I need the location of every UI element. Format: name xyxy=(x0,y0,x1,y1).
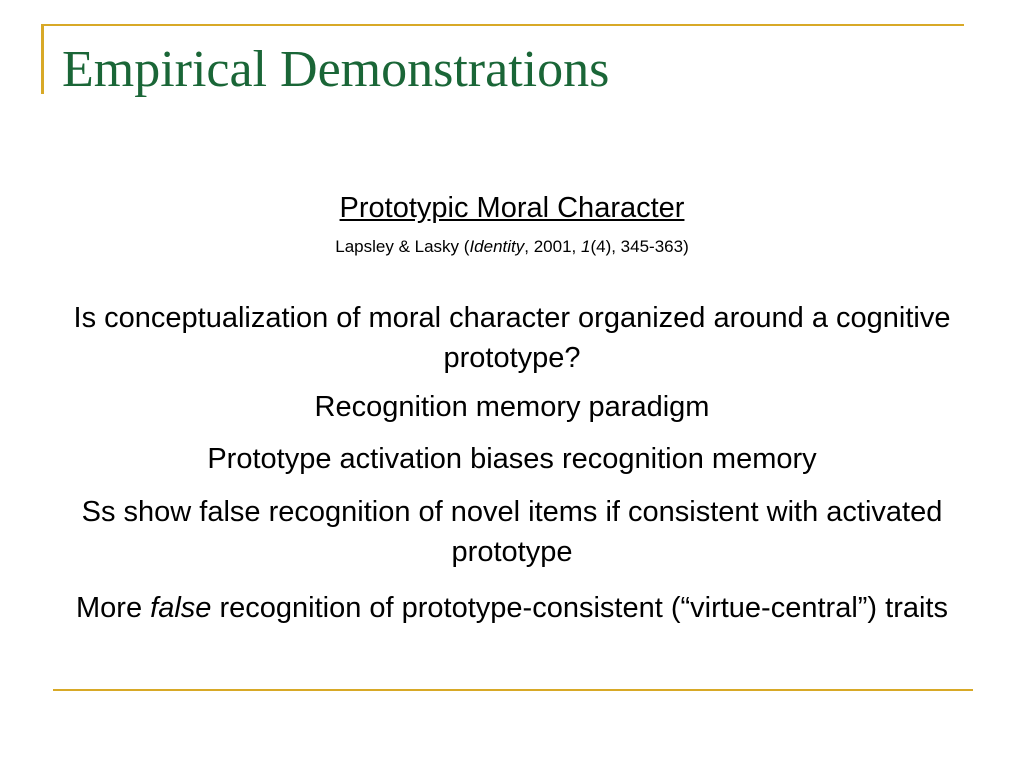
frame-top-rule xyxy=(41,24,964,26)
slide-title: Empirical Demonstrations xyxy=(62,41,610,98)
citation-authors: Lapsley & Lasky ( xyxy=(335,237,470,256)
citation-year: , 2001, xyxy=(524,237,581,256)
body-line-false-recognition: Ss show false recognition of novel items if consistent with activated prototype xyxy=(81,496,943,568)
body-line-virtue-central xyxy=(60,588,964,628)
frame-bottom-rule xyxy=(53,689,973,691)
slide-subtitle: Prototypic Moral Character xyxy=(339,192,685,224)
citation xyxy=(0,236,1024,258)
body-line-paradigm: Recognition memory paradigm xyxy=(314,391,710,423)
last-line-suffix: recognition of prototype-consistent (“virtue-central”) traits xyxy=(211,592,948,624)
citation-volume: 1 xyxy=(580,237,591,256)
last-line-emphasis: false xyxy=(150,592,212,624)
body-line-question: Is conceptualization of moral character organized around a cognitive prototype? xyxy=(73,302,951,374)
last-line-prefix: More xyxy=(76,592,151,624)
frame-left-rule xyxy=(41,24,44,94)
citation-journal: Identity xyxy=(469,237,525,256)
citation-issue-pages: (4), 345-363) xyxy=(590,237,689,256)
body-line-activation: Prototype activation biases recognition memory xyxy=(207,443,817,475)
